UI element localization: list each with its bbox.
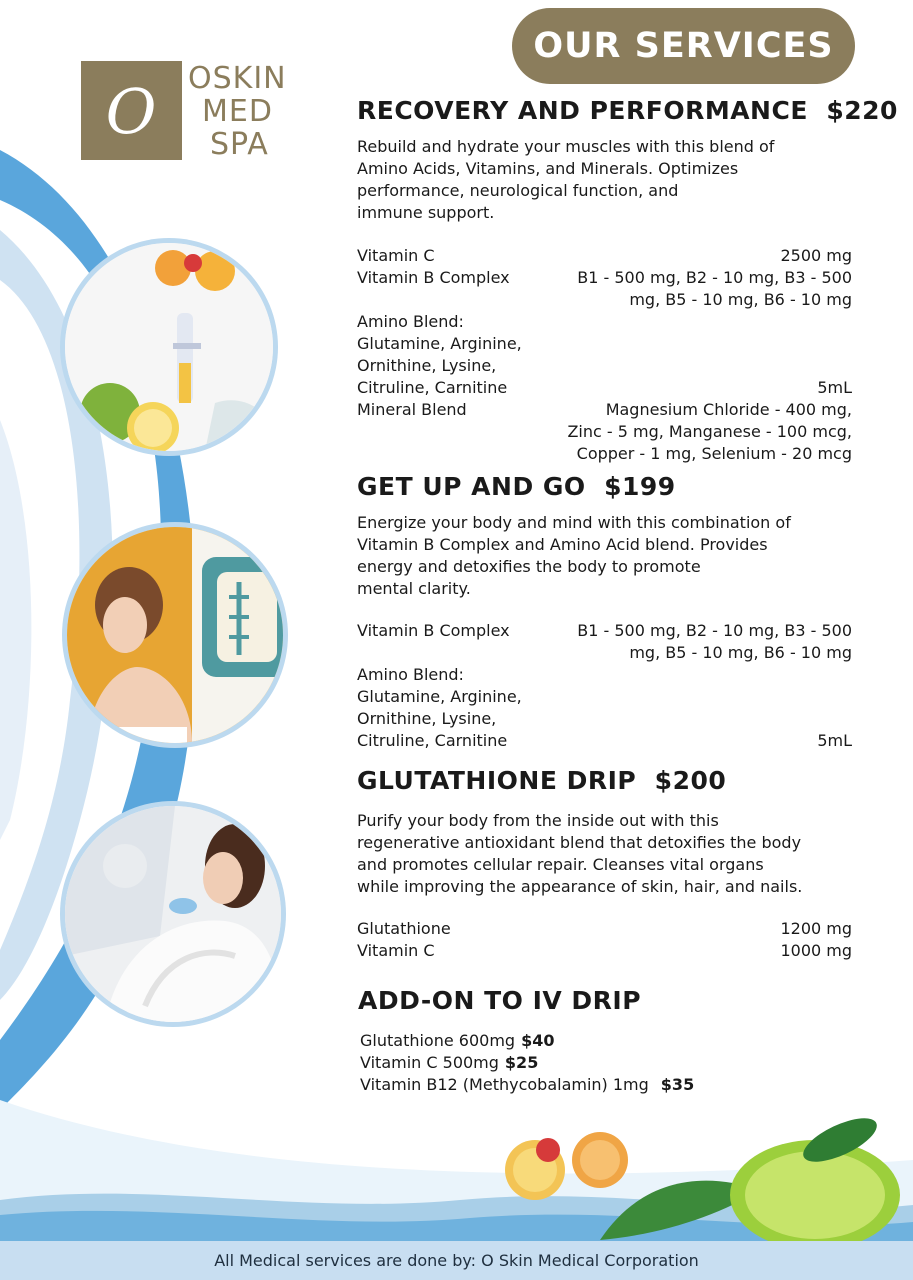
logo-mark xyxy=(81,61,182,160)
ingredient-amount: 1200 mg xyxy=(780,919,852,938)
service-title-recovery: RECOVERY AND PERFORMANCE $220 xyxy=(357,96,898,125)
service-description-get-up-and-go: Energize your body and mind with this combination of Vitamin B Complex and Amino Acid blend. Provides energy and detoxifies the body to promote mental clarity. xyxy=(357,513,791,598)
service-title-glutathione-drip: GLUTATHIONE DRIP $200 xyxy=(357,766,727,795)
ingredient-name: Vitamin B Complex xyxy=(357,621,510,640)
addon-price: $40 xyxy=(521,1031,555,1050)
ingredient-amount: 5mL xyxy=(817,731,852,750)
service-price-recovery: $220 xyxy=(826,96,898,125)
ingredient-name: Vitamin B Complex xyxy=(357,268,510,287)
ingredient-name: Vitamin C xyxy=(357,246,435,265)
ingredient-name: Mineral Blend xyxy=(357,400,467,419)
ingredient-amount: mg, B5 - 10 mg, B6 - 10 mg xyxy=(629,290,852,309)
addon-item: Vitamin C 500mg $25 xyxy=(360,1053,539,1072)
ingredient-amount: 1000 mg xyxy=(780,941,852,960)
addon-price: $35 xyxy=(660,1075,695,1094)
ingredient-name: Glutamine, Arginine, xyxy=(357,334,522,353)
service-title-get-up-and-go: GET UP AND GO $199 xyxy=(357,472,676,501)
logo-line3: SPA xyxy=(210,127,269,162)
addon-price: $25 xyxy=(504,1053,539,1072)
service-description-recovery: Rebuild and hydrate your muscles with this blend of Amino Acids, Vitamins, and Minerals. Optimizes performance, neurological function, and immune support. xyxy=(357,137,775,222)
page-title: OUR SERVICES xyxy=(512,8,855,84)
facial-treatment-image xyxy=(65,806,281,1022)
ingredient-amount: 5mL xyxy=(817,378,852,397)
iv-drip-fruit-image xyxy=(65,243,273,451)
ingredient-name: Ornithine, Lysine, xyxy=(357,356,497,375)
service-price-get-up-and-go: $199 xyxy=(604,472,676,501)
energy-woman-image xyxy=(67,527,283,743)
ingredient-name: Amino Blend: xyxy=(357,665,464,684)
ingredient-amount: Magnesium Chloride - 400 mg, xyxy=(605,400,852,419)
ingredient-name: Glutamine, Arginine, xyxy=(357,687,522,706)
addons-title: ADD-ON TO IV DRIP xyxy=(358,986,642,1015)
ingredient-name: Citruline, Carnitine xyxy=(357,378,508,397)
addon-item: Glutathione 600mg $40 xyxy=(360,1031,555,1050)
ingredient-name: Vitamin C xyxy=(357,941,435,960)
footer-note: All Medical services are done by: O Skin Medical Corporation xyxy=(0,1241,913,1280)
service-price-glutathione-drip: $200 xyxy=(654,766,727,795)
logo-line2: MED xyxy=(202,94,273,129)
ingredient-name: Glutathione xyxy=(357,919,451,938)
ingredient-amount: mg, B5 - 10 mg, B6 - 10 mg xyxy=(629,643,852,662)
ingredient-amount: B1 - 500 mg, B2 - 10 mg, B3 - 500 xyxy=(577,621,852,640)
logo-wordmark xyxy=(188,62,287,161)
ingredient-amount: Copper - 1 mg, Selenium - 20 mcg xyxy=(576,444,852,463)
logo-monogram: O xyxy=(105,75,157,148)
addon-item: Vitamin B12 (Methycobalamin) 1mg $35 xyxy=(360,1075,695,1094)
ingredient-amount: B1 - 500 mg, B2 - 10 mg, B3 - 500 xyxy=(577,268,852,287)
ingredient-amount: Zinc - 5 mg, Manganese - 100 mcg, xyxy=(567,422,852,441)
logo-line1: OSKIN xyxy=(188,61,287,96)
ingredient-name: Ornithine, Lysine, xyxy=(357,709,497,728)
ingredient-name: Citruline, Carnitine xyxy=(357,731,508,750)
service-description-glutathione-drip: Purify your body from the inside out with this regenerative antioxidant blend that detoxifies the body and promotes cellular repair. Cleanses vital organs while improving the appearance of skin, hair, and nails. xyxy=(357,811,803,896)
ingredient-amount: 2500 mg xyxy=(780,246,852,265)
ingredient-name: Amino Blend: xyxy=(357,312,464,331)
